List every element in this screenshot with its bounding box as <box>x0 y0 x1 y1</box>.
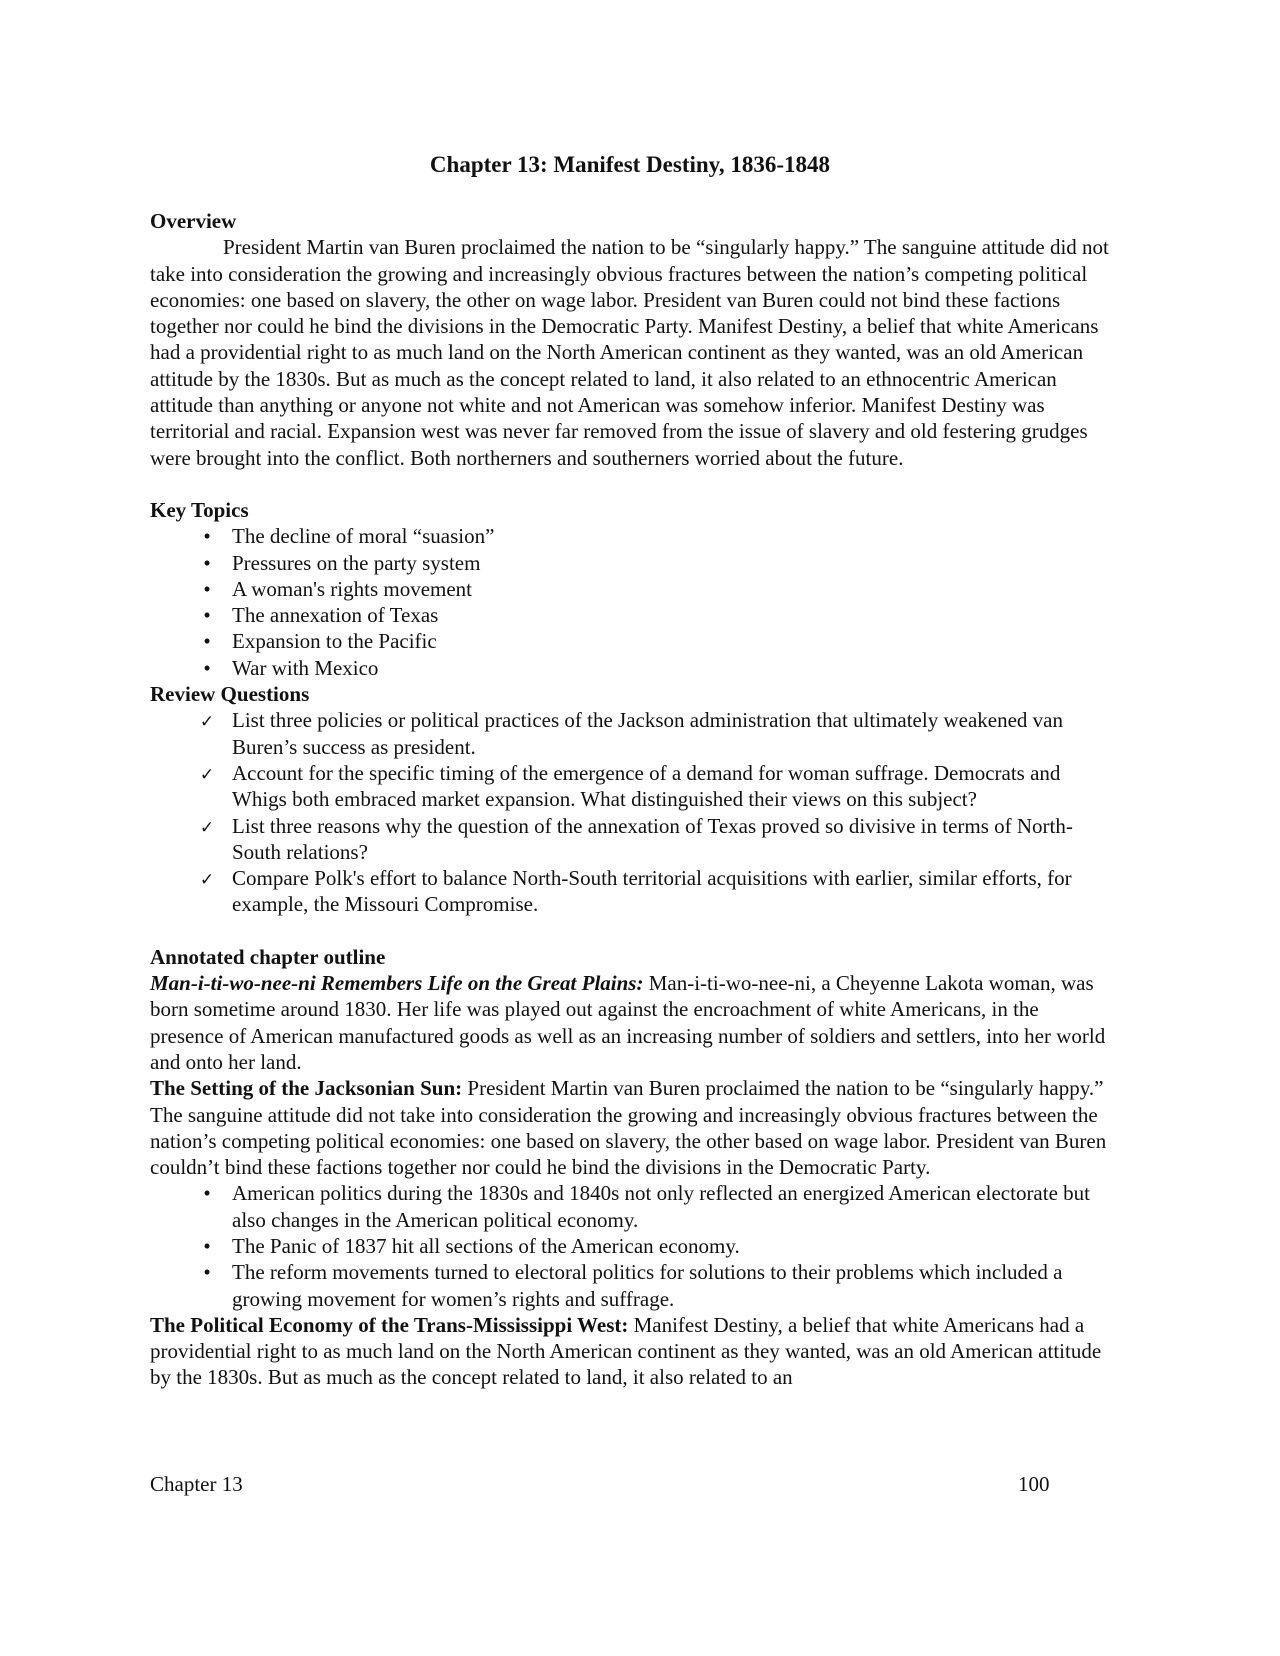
section-title: The Setting of the Jacksonian Sun: <box>150 1076 463 1101</box>
list-item: • War with Mexico <box>150 655 1110 681</box>
outline-section-2: The Setting of the Jacksonian Sun: President Martin van Buren proclaimed the nation to be “singularly happy.” The sanguine attitude did not take into consideration the growing and increasingly obvious fractures between the nation’s competing political economies: one based on slavery, the other based on wage labor. President van Buren couldn’t bind these factions together nor could he bind the divisions in the Democratic Party. <box>150 1076 1107 1180</box>
bullet-icon <box>192 602 222 628</box>
list-item: ✓ Account for the specific timing of the emergence of a demand for woman suffrage. Democrats and Whigs both embraced market expansion. What distinguished their views on this subject? <box>150 760 1110 813</box>
bullet-icon <box>192 1233 222 1259</box>
footer-chapter: Chapter 13 <box>150 1472 243 1496</box>
review-questions-heading: Review Questions <box>150 682 310 707</box>
list-item: • The decline of moral “suasion” <box>150 523 1110 549</box>
section-title: Man-i-ti-wo-nee-ni Remembers Life on the Great Plains: <box>150 971 644 996</box>
overview-heading: Overview <box>150 209 237 233</box>
section-title: The Political Economy of the Trans-Mississippi West: <box>150 1312 629 1337</box>
bullet-icon <box>192 523 222 549</box>
overview-paragraph: President Martin van Buren proclaimed the nation to be “singularly happy.” The sanguine attitude did not take into consideration the growing and increasingly obvious fractures between the nation’s competing political economies: one based on slavery, the other on wage labor. President van Buren could not bind these factions together nor could he bind the divisions in the Democratic Party. Manifest Destiny, a belief that white Americans had a providential right to as much land on the North American continent as they wanted, was an old American attitude by the 1830s. But as much as the concept related to land, it also related to an ethnocentric American attitude than anything or anyone not white and not American was somehow inferior. Manifest Destiny was territorial and racial. Expansion west was never far removed from the issue of slavery and old festering grudges were brought into the conflict. Both northerners and southerners worried about the future. <box>150 235 1109 470</box>
checkmark-icon <box>192 813 222 841</box>
bullet-icon <box>192 628 222 654</box>
key-topics-list <box>150 523 1110 681</box>
review-questions-list <box>150 707 1110 917</box>
outline-section-2-bullets <box>150 1180 1110 1311</box>
bullet-icon <box>192 1180 222 1206</box>
list-item: • The annexation of Texas <box>150 602 1110 628</box>
list-item: • American politics during the 1830s and 1840s not only reflected an energized American electorate but also changes in the American political economy. <box>150 1180 1110 1233</box>
key-topics-heading: Key Topics <box>150 497 249 522</box>
list-item: • A woman's rights movement <box>150 576 1110 602</box>
list-item: ✓ List three policies or political practices of the Jackson administration that ultimately weakened van Buren’s success as president. <box>150 707 1110 760</box>
outline-heading: Annotated chapter outline <box>150 944 386 969</box>
footer-page-number: 100 <box>1018 1472 1050 1496</box>
list-item: • The Panic of 1837 hit all sections of the American economy. <box>150 1233 1110 1259</box>
list-item: • The reform movements turned to electoral politics for solutions to their problems which included a growing movement for women’s rights and suffrage. <box>150 1259 1110 1312</box>
list-item: ✓ List three reasons why the question of the annexation of Texas proved so divisive in terms of North-South relations? <box>150 813 1110 866</box>
checkmark-icon <box>192 865 222 893</box>
bullet-icon <box>192 1259 222 1285</box>
page-title: Chapter 13: Manifest Destiny, 1836-1848 <box>429 152 831 177</box>
outline-section-1: Man-i-ti-wo-nee-ni Remembers Life on the Great Plains: Man-i-ti-wo-nee-ni, a Cheyenne Lakota woman, was born sometime around 1830. Her life was played out against the encroachment of white Americans, in the presence of American manufactured goods as well as an increasing number of soldiers and settlers, into her world and onto her land. <box>150 971 1106 1074</box>
checkmark-icon <box>192 707 222 735</box>
list-item: • Pressures on the party system <box>150 550 1110 576</box>
document-body <box>150 208 1110 1391</box>
bullet-icon <box>192 550 222 576</box>
checkmark-icon <box>192 760 222 788</box>
outline-section-3: The Political Economy of the Trans-Mississippi West: Manifest Destiny, a belief that white Americans had a providential right to as much land on the North American continent as they wanted, was an old American attitude by the 1830s. But as much as the concept related to land, it also related to an <box>150 1312 1102 1390</box>
list-item: • Expansion to the Pacific <box>150 628 1110 654</box>
bullet-icon <box>192 655 222 681</box>
list-item: ✓ Compare Polk's effort to balance North-South territorial acquisitions with earlier, similar efforts, for example, the Missouri Compromise. <box>150 865 1110 918</box>
bullet-icon <box>192 576 222 602</box>
